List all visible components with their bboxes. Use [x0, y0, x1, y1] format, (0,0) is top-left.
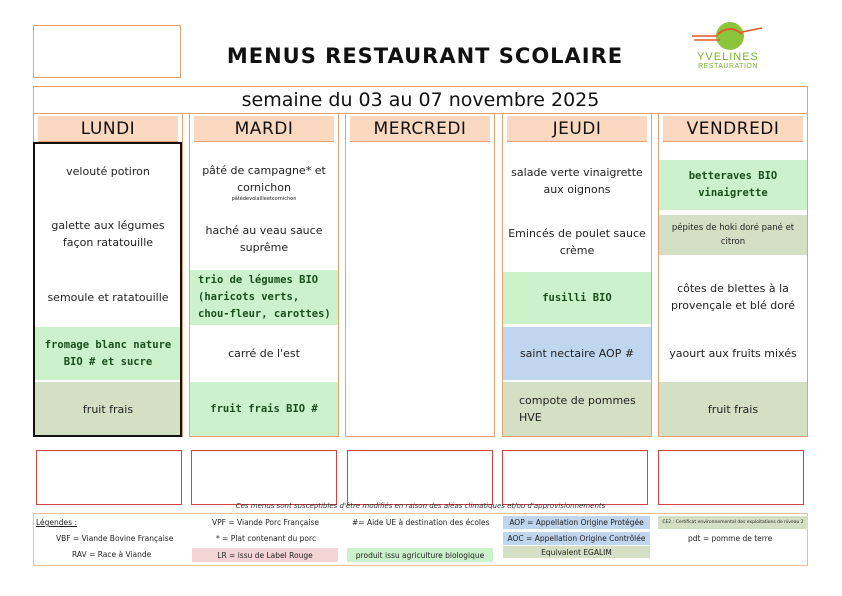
- menu-item-dairy: saint nectaire AOP #: [503, 327, 651, 380]
- menu-item-side: fusilli BIO: [503, 272, 651, 324]
- day-header: VENDREDI: [663, 116, 803, 142]
- menu-item-starter: betteraves BIO vinaigrette: [659, 160, 807, 210]
- legend-label-rouge: LR = issu de Label Rouge: [192, 548, 338, 562]
- legend-bio: produit issu agriculture biologique: [347, 548, 493, 562]
- week-range: semaine du 03 au 07 novembre 2025: [33, 86, 808, 114]
- legend-vpf: VPF = Viande Porc Française: [212, 518, 319, 527]
- page-title: MENUS RESTAURANT SCOLAIRE: [226, 44, 624, 68]
- menu-item-starter-text: pâté de campagne* et cornichon: [202, 163, 326, 194]
- day-header: LUNDI: [38, 116, 178, 142]
- extra-box-jeudi: [502, 450, 648, 505]
- menu-item-dairy: yaourt aux fruits mixés: [669, 347, 797, 360]
- legend-aide-ue: #= Aide UE à destination des écoles: [352, 518, 490, 527]
- day-column-lundi: [33, 114, 183, 437]
- menu-item-main: pépites de hoki doré pané et citron: [659, 215, 807, 255]
- extra-box-vendredi: [658, 450, 804, 505]
- menu-item-starter: [190, 152, 338, 212]
- legend-pdt: pdt = pomme de terre: [688, 534, 773, 543]
- menu-item-main: galette aux légumes façon ratatouille: [51, 219, 165, 249]
- legend-porc: * = Plat contenant du porc: [216, 534, 317, 543]
- menu-item-dairy: fromage blanc nature BIO # et sucre: [34, 327, 182, 380]
- day-header: JEUDI: [507, 116, 647, 142]
- legend-title: Légendes :: [36, 518, 77, 527]
- menu-item-starter: velouté potiron: [66, 165, 150, 178]
- day-column-vendredi: [658, 114, 808, 437]
- extra-box-mardi: [191, 450, 337, 505]
- fork-logo-icon: [688, 18, 768, 52]
- legend-aoc: AOC = Appellation Origine Contrôlée: [503, 532, 650, 545]
- menu-item-side: trio de légumes BIO (haricots verts, chou-fleur, carottes): [190, 270, 338, 325]
- day-header: MERCREDI: [350, 116, 490, 142]
- menu-item-side: côtes de blettes à la provençale et blé doré: [671, 282, 795, 312]
- legend-rav: RAV = Race à Viande: [72, 550, 152, 559]
- menu-item-dessert: fruit frais BIO #: [190, 382, 338, 436]
- extra-box-mercredi: [347, 450, 493, 505]
- extra-box-lundi: [36, 450, 182, 505]
- legend-ce2: CE2 : Certificat environnemental des exploitations de niveau 2: [658, 516, 808, 529]
- menu-item-main: haché au veau sauce suprême: [205, 224, 323, 254]
- menu-item-dessert: fruit frais: [659, 382, 807, 436]
- legend-aop: AOP = Appellation Origine Protégée: [503, 516, 650, 529]
- menu-item-dessert: compote de pommes HVE: [503, 382, 651, 436]
- menu-item-starter-alternative: pâtédevolailleetcornichon: [231, 195, 297, 202]
- day-column-mardi: [189, 114, 339, 437]
- day-header: MARDI: [194, 116, 334, 142]
- day-column-jeudi: [502, 114, 652, 437]
- logo-line-1: YVELINES: [697, 51, 759, 63]
- menu-item-main: Emincés de poulet sauce crème: [508, 227, 646, 257]
- menu-item-dairy: carré de l'est: [228, 347, 300, 360]
- menu-item-side: semoule et ratatouille: [47, 290, 169, 304]
- menu-item-starter: salade verte vinaigrette aux oignons: [511, 166, 643, 196]
- yvelines-restauration-logo: [688, 18, 768, 74]
- legend-egalim: Equivalent EGALIM: [503, 546, 650, 558]
- menu-item-dessert: fruit frais: [34, 382, 182, 436]
- disclaimer-note: Ces menus sont susceptibles d'être modifiés en raison des aléas climatiques et/ou d'approvisionnements: [235, 502, 606, 510]
- logo-line-2: RESTAURATION: [698, 63, 758, 70]
- legend-vbf: VBF = Viande Bovine Française: [56, 534, 174, 543]
- logo-placeholder-box: [33, 25, 181, 78]
- day-column-mercredi: [345, 114, 495, 437]
